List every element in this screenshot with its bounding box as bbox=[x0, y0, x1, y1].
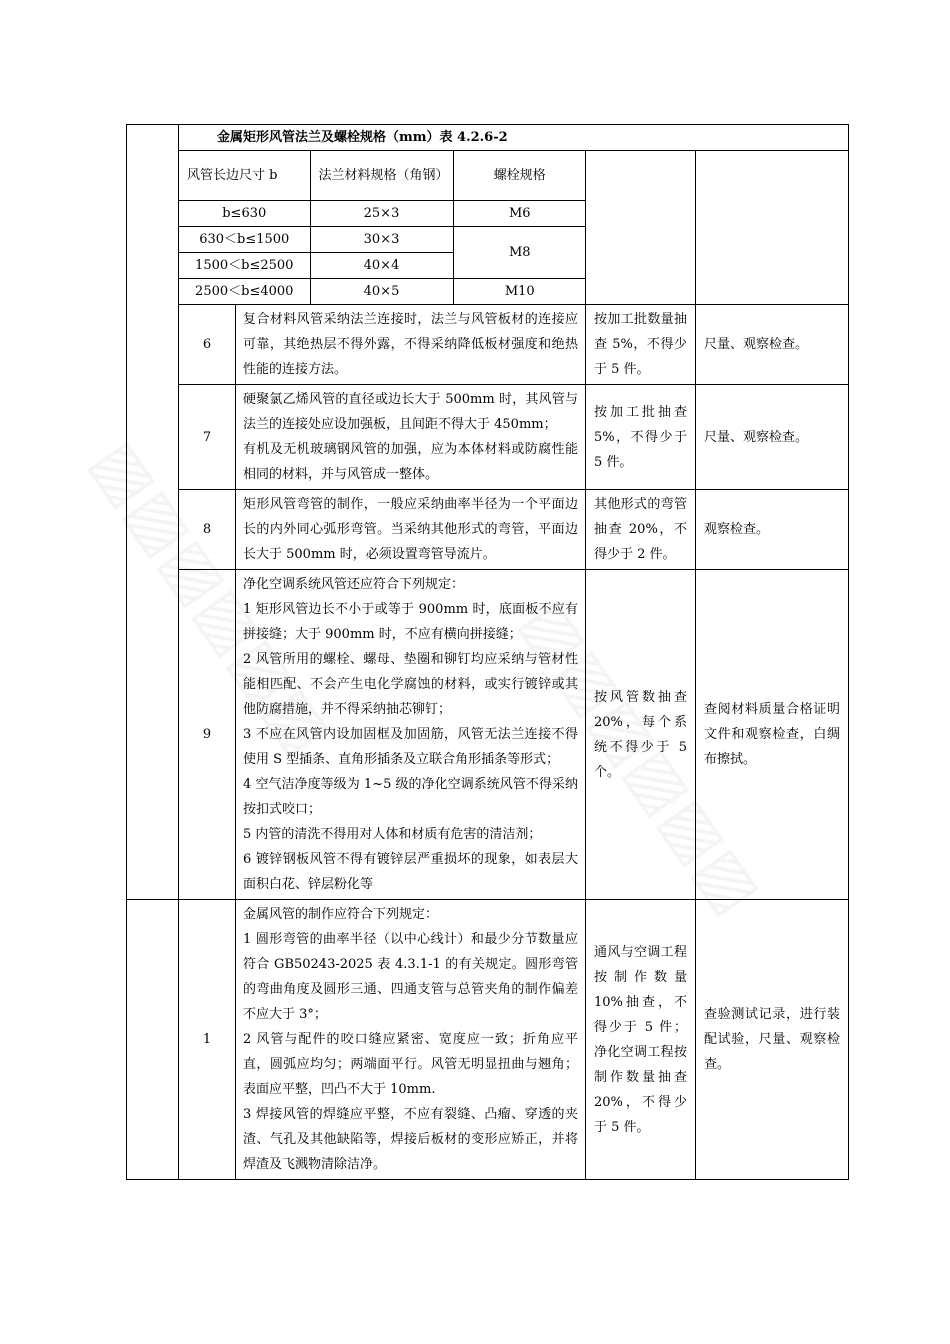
subtable-row bbox=[179, 227, 586, 253]
check-method: 查阅材料质量合格证明文件和观察检查，白绸布擦拭。 bbox=[696, 570, 849, 900]
content-paragraph: 硬聚氯乙烯风管的直径或边长大于 500mm 时，其风管与法兰的连接处应设加强板，且间距不得大于 450mm； bbox=[243, 392, 578, 432]
flange-cell: 40×5 bbox=[310, 279, 453, 305]
content-paragraph: 净化空调系统风管还应符合下列规定： bbox=[243, 577, 465, 592]
content-paragraph: 3 不应在风管内设加固框及加固筋，风管无法兰连接不得使用 S 型插条、直角形插条及立联合角形插条等形式； bbox=[243, 727, 578, 767]
subtable-container bbox=[179, 151, 586, 305]
check-quantity: 按风管数抽查 20%，每个系统不得少于 5 个。 bbox=[586, 570, 696, 900]
content-paragraph: 金属风管的制作应符合下列规定： bbox=[243, 907, 439, 922]
subtable-title: 金属矩形风管法兰及螺栓规格（mm）表 4.2.6-2 bbox=[179, 125, 849, 151]
table-row bbox=[127, 490, 849, 570]
item-index: 9 bbox=[179, 570, 236, 900]
check-cell bbox=[586, 151, 696, 305]
item-content bbox=[236, 305, 586, 385]
content-paragraph: 复合材料风管采纳法兰连接时，法兰与风管板材的连接应可靠，其绝热层不得外露，不得采纳降低板材强度和绝热性能的连接方法。 bbox=[243, 312, 578, 377]
size-cell: b≤630 bbox=[179, 201, 310, 227]
content-paragraph: 矩形风管弯管的制作，一般应采纳曲率半径为一个平面边长的内外同心弧形弯管。当采纳其他形式的弯管，平面边长大于 500mm 时，必须设置弯管导流片。 bbox=[243, 497, 578, 562]
table-row bbox=[127, 570, 849, 900]
table-row bbox=[127, 385, 849, 490]
content-paragraph: 6 镀锌钢板风管不得有镀锌层严重损坏的现象，如表层大面积白花、锌层粉化等 bbox=[243, 852, 578, 892]
content-paragraph: 5 内管的清洗不得用对人体和材质有危害的清洁剂； bbox=[243, 827, 542, 842]
item-index: 6 bbox=[179, 305, 236, 385]
size-cell: 630＜b≤1500 bbox=[179, 227, 310, 253]
item-content bbox=[236, 490, 586, 570]
check-method: 尺量、观察检查。 bbox=[696, 305, 849, 385]
subtable-row bbox=[179, 201, 586, 227]
check-quantity: 按加工批抽查 5%，不得少于 5 件。 bbox=[586, 385, 696, 490]
header-cell: 螺栓规格 bbox=[453, 151, 586, 201]
flange-bolt-table bbox=[179, 151, 586, 304]
table-row bbox=[127, 125, 849, 151]
content-paragraph: 4 空气洁净度等级为 1~5 级的净化空调系统风管不得采纳按扣式咬口； bbox=[243, 777, 578, 817]
content-paragraph: 有机及无机玻璃钢风管的加强，应为本体材料或防腐性能相同的材料，并与风管成一整体。 bbox=[243, 442, 578, 482]
item-index: 8 bbox=[179, 490, 236, 570]
content-paragraph: 1 圆形弯管的曲率半径（以中心线计）和最少分节数量应符合 GB50243-2025 表 4.3.1-1 的有关规定。圆形弯管的弯曲角度及圆形三通、四通支管与总管夹角的制作偏差不应大于 3°； bbox=[243, 932, 578, 1022]
bolt-cell: M10 bbox=[453, 279, 586, 305]
check-quantity: 其他形式的弯管抽查 20%，不得少于 2 件。 bbox=[586, 490, 696, 570]
bolt-cell: M8 bbox=[453, 227, 586, 279]
check-method: 观察检查。 bbox=[696, 490, 849, 570]
size-cell: 2500＜b≤4000 bbox=[179, 279, 310, 305]
table-row bbox=[127, 900, 849, 1180]
content-paragraph: 2 风管与配件的咬口缝应紧密、宽度应一致；折角应平直，圆弧应均匀；两端面平行。风管无明显扭曲与翘角；表面应平整，凹凸不大于 10mm. bbox=[243, 1032, 578, 1097]
subtable-row bbox=[179, 279, 586, 305]
item-index: 7 bbox=[179, 385, 236, 490]
header-cell: 风管长边尺寸 b bbox=[179, 151, 310, 201]
content-paragraph: 1 矩形风管边长不小于或等于 900mm 时，底面板不应有拼接缝；大于 900mm 时，不应有横向拼接缝； bbox=[243, 602, 578, 642]
subtable-header-row bbox=[179, 151, 586, 201]
check-method: 尺量、观察检查。 bbox=[696, 385, 849, 490]
item-index: 1 bbox=[179, 900, 236, 1180]
header-cell: 法兰材料规格（角钢） bbox=[310, 151, 453, 201]
flange-cell: 30×3 bbox=[310, 227, 453, 253]
table-row bbox=[127, 151, 849, 305]
item-content bbox=[236, 900, 586, 1180]
table-row bbox=[127, 305, 849, 385]
flange-cell: 25×3 bbox=[310, 201, 453, 227]
flange-cell: 40×4 bbox=[310, 253, 453, 279]
method-cell bbox=[696, 151, 849, 305]
check-quantity: 通风与空调工程按制作数量 10%抽查，不得少于 5 件；净化空调工程按制作数量抽查 20%，不得少于 5 件。 bbox=[586, 900, 696, 1180]
item-content bbox=[236, 570, 586, 900]
content-paragraph: 3 焊接风管的焊缝应平整，不应有裂缝、凸瘤、穿透的夹渣、气孔及其他缺陷等，焊接后板材的变形应矫正，并将焊渣及飞溅物清除洁净。 bbox=[243, 1107, 578, 1172]
content-paragraph: 2 风管所用的螺栓、螺母、垫圈和铆钉均应采纳与管材性能相匹配、不会产生电化学腐蚀的材料，或实行镀锌或其他防腐措施，并不得采纳抽芯铆钉； bbox=[243, 652, 578, 717]
check-method: 查验测试记录，进行装配试验，尺量、观察检查。 bbox=[696, 900, 849, 1180]
bolt-cell: M6 bbox=[453, 201, 586, 227]
check-quantity: 按加工批数量抽查 5%，不得少于 5 件。 bbox=[586, 305, 696, 385]
spec-table bbox=[126, 124, 849, 1180]
group-cell bbox=[127, 900, 179, 1180]
item-content bbox=[236, 385, 586, 490]
size-cell: 1500＜b≤2500 bbox=[179, 253, 310, 279]
group-cell bbox=[127, 125, 179, 900]
